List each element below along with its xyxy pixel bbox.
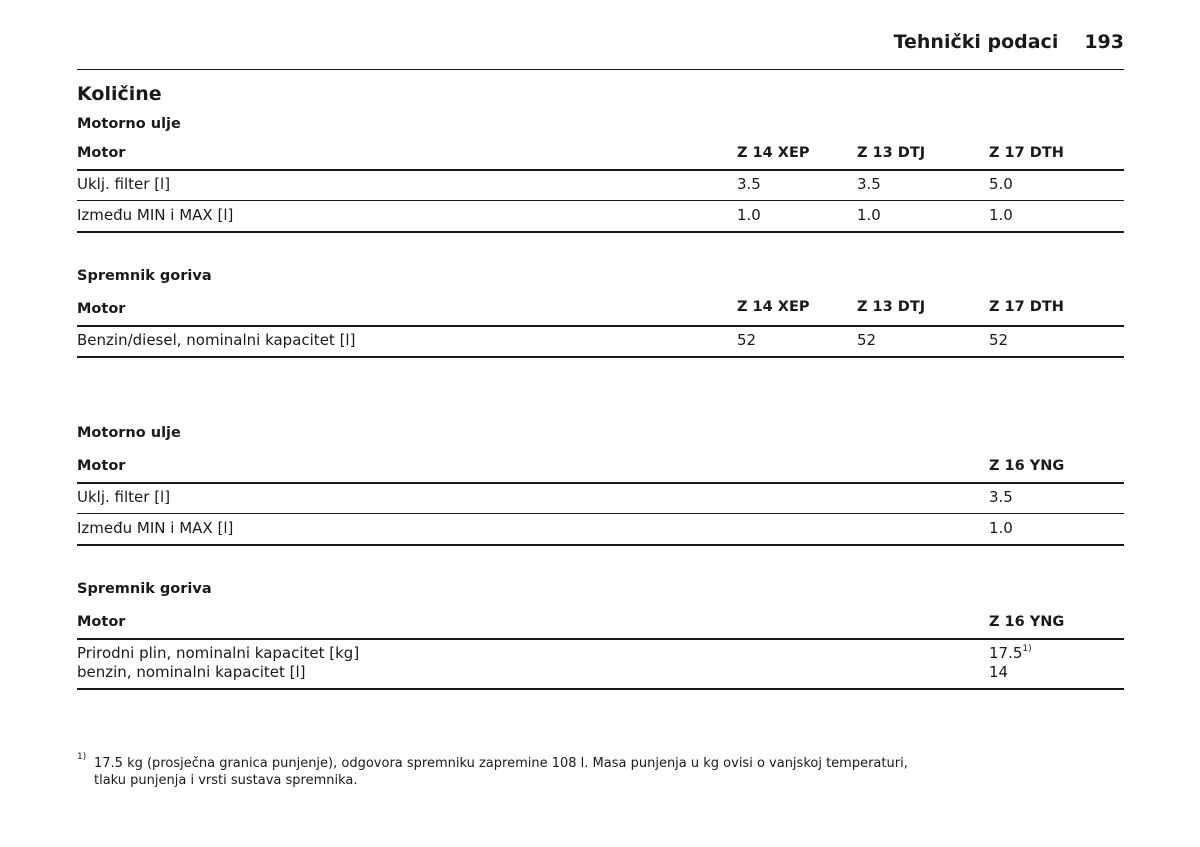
footnote-text [94, 755, 914, 789]
table-cell: 14 [989, 663, 1009, 681]
table-header-col: Z 16 YNG [989, 614, 1065, 630]
table-row-label: Između MIN i MAX [l] [77, 519, 234, 537]
table-cell: 5.0 [989, 175, 1013, 193]
table-row-label: Benzin/diesel, nominalni kapacitet [l] [77, 331, 356, 349]
table-rule [77, 688, 1124, 690]
table-cell: 52 [737, 331, 757, 349]
table-cell [989, 644, 1032, 662]
table-header-col: Z 13 DTJ [857, 145, 926, 161]
table-rule [77, 325, 1124, 327]
oil-heading-1: Motorno ulje [77, 116, 181, 132]
table-header-col: Z 13 DTJ [857, 299, 926, 315]
footnote-line: 17.5 kg (prosječna granica punjenje), odgovora spremniku zapremine 108 l. Masa punjenja u kg ovisi o vanjskoj temperaturi, [94, 756, 908, 771]
page-header [77, 30, 1124, 54]
footnote-marker: 1) [77, 752, 87, 762]
table-cell: 1.0 [989, 519, 1013, 537]
table-row-label: benzin, nominalni kapacitet [l] [77, 663, 306, 681]
fuel-heading-1: Spremnik goriva [77, 268, 212, 284]
table-header-col: Z 16 YNG [989, 458, 1065, 474]
section-title: Količine [77, 83, 162, 105]
table-rule [77, 356, 1124, 358]
table-rule [77, 231, 1124, 233]
header-title: Tehnički podaci [893, 31, 1059, 53]
table-cell: 1.0 [857, 206, 881, 224]
table-header-col: Z 17 DTH [989, 145, 1064, 161]
row-rule [77, 513, 1124, 514]
table-row-label: Uklj. filter [l] [77, 175, 171, 193]
table-cell: 52 [857, 331, 877, 349]
footnote-ref: 1) [1022, 644, 1032, 654]
table-rule [77, 482, 1124, 484]
table-header-col: Z 17 DTH [989, 299, 1064, 315]
cng-capacity-value: 17.5 [989, 644, 1023, 662]
table-header-col: Z 14 XEP [737, 145, 810, 161]
footnote-line: tlaku punjenja i vrsti sustava spremnika. [94, 773, 358, 788]
page-number: 193 [1084, 31, 1124, 53]
table-header-motor: Motor [77, 145, 126, 161]
table-header-motor: Motor [77, 301, 126, 317]
row-rule [77, 200, 1124, 201]
table-row-label: Između MIN i MAX [l] [77, 206, 234, 224]
table-cell: 3.5 [857, 175, 881, 193]
table-header-motor: Motor [77, 614, 126, 630]
table-row-label: Uklj. filter [l] [77, 488, 171, 506]
fuel-heading-2: Spremnik goriva [77, 581, 212, 597]
header-rule [77, 69, 1124, 70]
table-header-motor: Motor [77, 458, 126, 474]
oil-heading-2: Motorno ulje [77, 425, 181, 441]
table-rule [77, 544, 1124, 546]
table-header-col: Z 14 XEP [737, 299, 810, 315]
table-cell: 1.0 [737, 206, 761, 224]
table-cell: 1.0 [989, 206, 1013, 224]
table-cell: 52 [989, 331, 1009, 349]
table-rule [77, 169, 1124, 171]
table-row-label: Prirodni plin, nominalni kapacitet [kg] [77, 644, 360, 662]
table-rule [77, 638, 1124, 640]
table-cell: 3.5 [989, 488, 1013, 506]
table-cell: 3.5 [737, 175, 761, 193]
